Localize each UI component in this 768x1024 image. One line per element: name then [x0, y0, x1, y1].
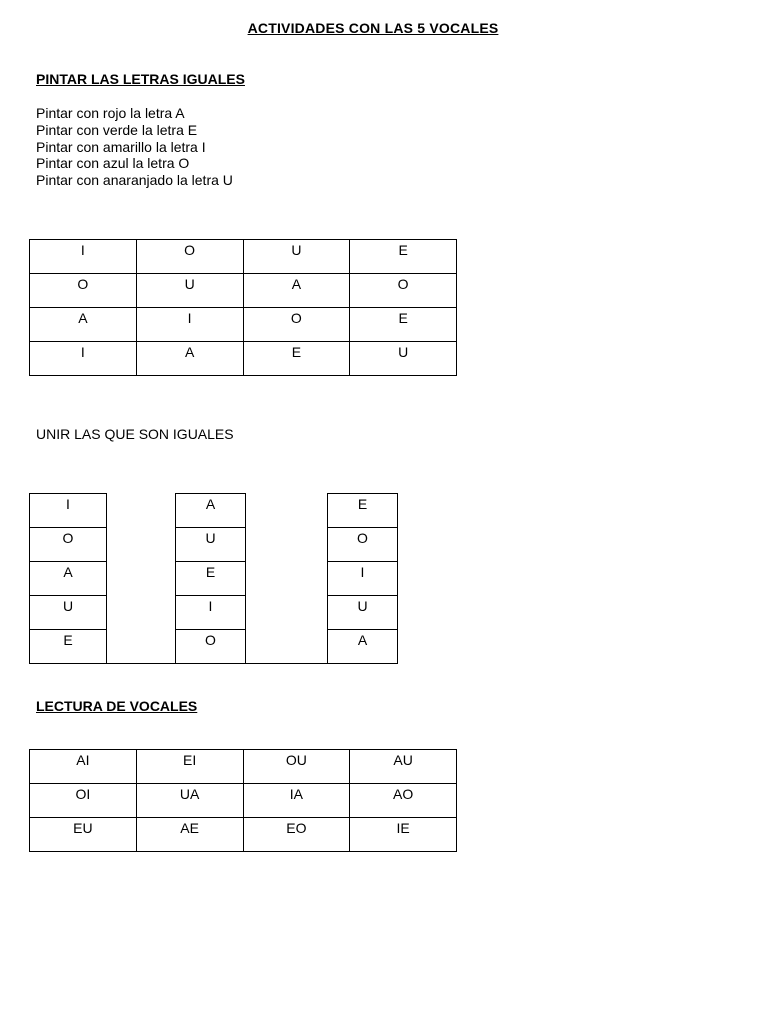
section-heading-lectura: LECTURA DE VOCALES	[36, 698, 198, 714]
match-column-2	[175, 493, 246, 664]
match-cell[interactable]: U	[328, 596, 398, 630]
reading-cell: EU	[30, 818, 137, 852]
grid-cell[interactable]: E	[350, 308, 457, 342]
match-cell[interactable]: U	[176, 528, 246, 562]
reading-cell: OI	[30, 784, 137, 818]
reading-cell: UA	[136, 784, 243, 818]
instruction-line: Pintar con anaranjado la letra U	[36, 172, 233, 189]
reading-cell: EI	[136, 750, 243, 784]
instruction-line: Pintar con rojo la letra A	[36, 105, 185, 121]
grid-cell[interactable]: U	[136, 274, 243, 308]
match-cell[interactable]: I	[30, 494, 107, 528]
match-cell[interactable]: A	[328, 630, 398, 664]
instruction-line: Pintar con amarillo la letra I	[36, 138, 206, 155]
reading-cell: OU	[243, 750, 350, 784]
grid-cell[interactable]: A	[243, 274, 350, 308]
reading-grid	[29, 749, 457, 852]
grid-cell[interactable]: I	[30, 342, 137, 376]
grid-cell[interactable]: E	[350, 240, 457, 274]
grid-cell[interactable]: O	[243, 308, 350, 342]
section-heading-pintar: PINTAR LAS LETRAS IGUALES	[36, 71, 245, 87]
grid-cell[interactable]: A	[136, 342, 243, 376]
match-cell[interactable]: O	[176, 630, 246, 664]
match-cell[interactable]: O	[328, 528, 398, 562]
match-cell[interactable]: U	[30, 596, 107, 630]
instruction-line: Pintar con azul la letra O	[36, 155, 190, 172]
grid-cell[interactable]: U	[350, 342, 457, 376]
match-cell[interactable]: A	[176, 494, 246, 528]
match-cell[interactable]: O	[30, 528, 107, 562]
reading-cell: IE	[350, 818, 457, 852]
grid-cell[interactable]: U	[243, 240, 350, 274]
grid-cell[interactable]: O	[350, 274, 457, 308]
grid-cell[interactable]: I	[30, 240, 137, 274]
section-heading-unir: UNIR LAS QUE SON IGUALES	[36, 426, 234, 442]
page-title: ACTIVIDADES CON LAS 5 VOCALES	[247, 20, 499, 36]
reading-cell: IA	[243, 784, 350, 818]
match-cell[interactable]: E	[328, 494, 398, 528]
grid-cell[interactable]: I	[136, 308, 243, 342]
reading-cell: AI	[30, 750, 137, 784]
match-cell[interactable]: A	[30, 562, 107, 596]
grid-cell[interactable]: O	[30, 274, 137, 308]
grid-cell[interactable]: A	[30, 308, 137, 342]
reading-cell: AO	[350, 784, 457, 818]
instruction-line: Pintar con verde la letra E	[36, 121, 198, 138]
match-cell[interactable]: I	[176, 596, 246, 630]
reading-cell: AU	[350, 750, 457, 784]
grid-cell[interactable]: E	[243, 342, 350, 376]
match-column-1	[29, 493, 107, 664]
reading-cell: AE	[136, 818, 243, 852]
match-column-3	[327, 493, 398, 664]
match-cell[interactable]: E	[176, 562, 246, 596]
match-cell[interactable]: I	[328, 562, 398, 596]
reading-cell: EO	[243, 818, 350, 852]
letters-grid	[29, 239, 457, 376]
match-cell[interactable]: E	[30, 630, 107, 664]
grid-cell[interactable]: O	[136, 240, 243, 274]
instructions-list	[36, 105, 233, 189]
